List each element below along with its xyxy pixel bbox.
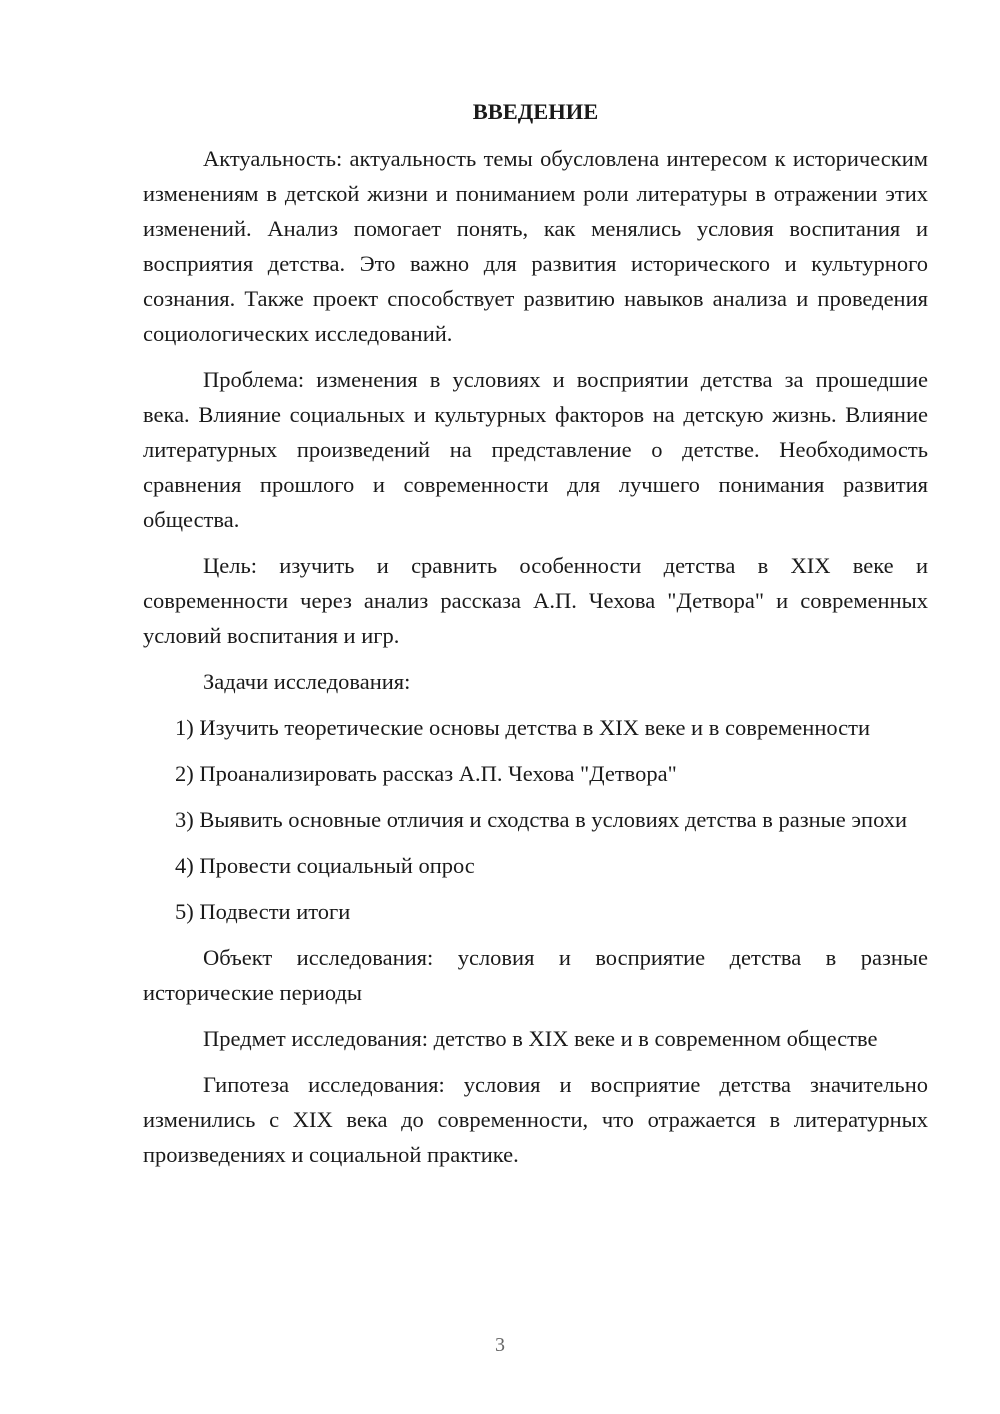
relevance-paragraph: Актуальность: актуальность темы обусловлена интересом к историческим изменениям в детской жизни и пониманием роли литературы в отражении этих изменений. Анализ помогает понять, как менялись условия воспитания и восприятия детства. Это важно для развития исторического и культурного сознания. Также проект способствует развитию навыков анализа и проведения социологических исследований. bbox=[143, 146, 928, 346]
page-number: 3 bbox=[495, 1334, 505, 1356]
task-item: 4) Провести социальный опрос bbox=[175, 853, 475, 878]
task-item: 3) Выявить основные отличия и сходства в условиях детства в разные эпохи bbox=[175, 807, 908, 832]
hypothesis-paragraph: Гипотеза исследования: условия и восприятие детства значительно изменились с XIX века до современности, что отражается в литературных произведениях и социальной практике. bbox=[143, 1072, 928, 1167]
problem-paragraph: Проблема: изменения в условиях и восприятии детства за прошедшие века. Влияние социальных и культурных факторов на детскую жизнь. Влияние литературных произведений на представление о детстве. Необходимость сравнения прошлого и современности для лучшего понимания развития общества. bbox=[143, 367, 928, 532]
goal-paragraph: Цель: изучить и сравнить особенности детства в XIX веке и современности через анализ рассказа А.П. Чехова "Детвора" и современных условий воспитания и игр. bbox=[143, 553, 928, 648]
object-paragraph: Объект исследования: условия и восприятие детства в разные исторические периоды bbox=[143, 945, 928, 1005]
subject-paragraph: Предмет исследования: детство в XIX веке и в современном обществе bbox=[203, 1026, 878, 1051]
section-heading: ВВЕДЕНИЕ bbox=[472, 99, 599, 124]
task-item: 1) Изучить теоретические основы детства в XIX веке и в современности bbox=[175, 715, 871, 740]
task-item: 5) Подвести итоги bbox=[175, 899, 351, 924]
document-page bbox=[143, 94, 928, 1183]
task-item: 2) Проанализировать рассказ А.П. Чехова "Детвора" bbox=[175, 761, 677, 786]
tasks-list bbox=[143, 710, 928, 929]
tasks-title: Задачи исследования: bbox=[203, 669, 411, 694]
